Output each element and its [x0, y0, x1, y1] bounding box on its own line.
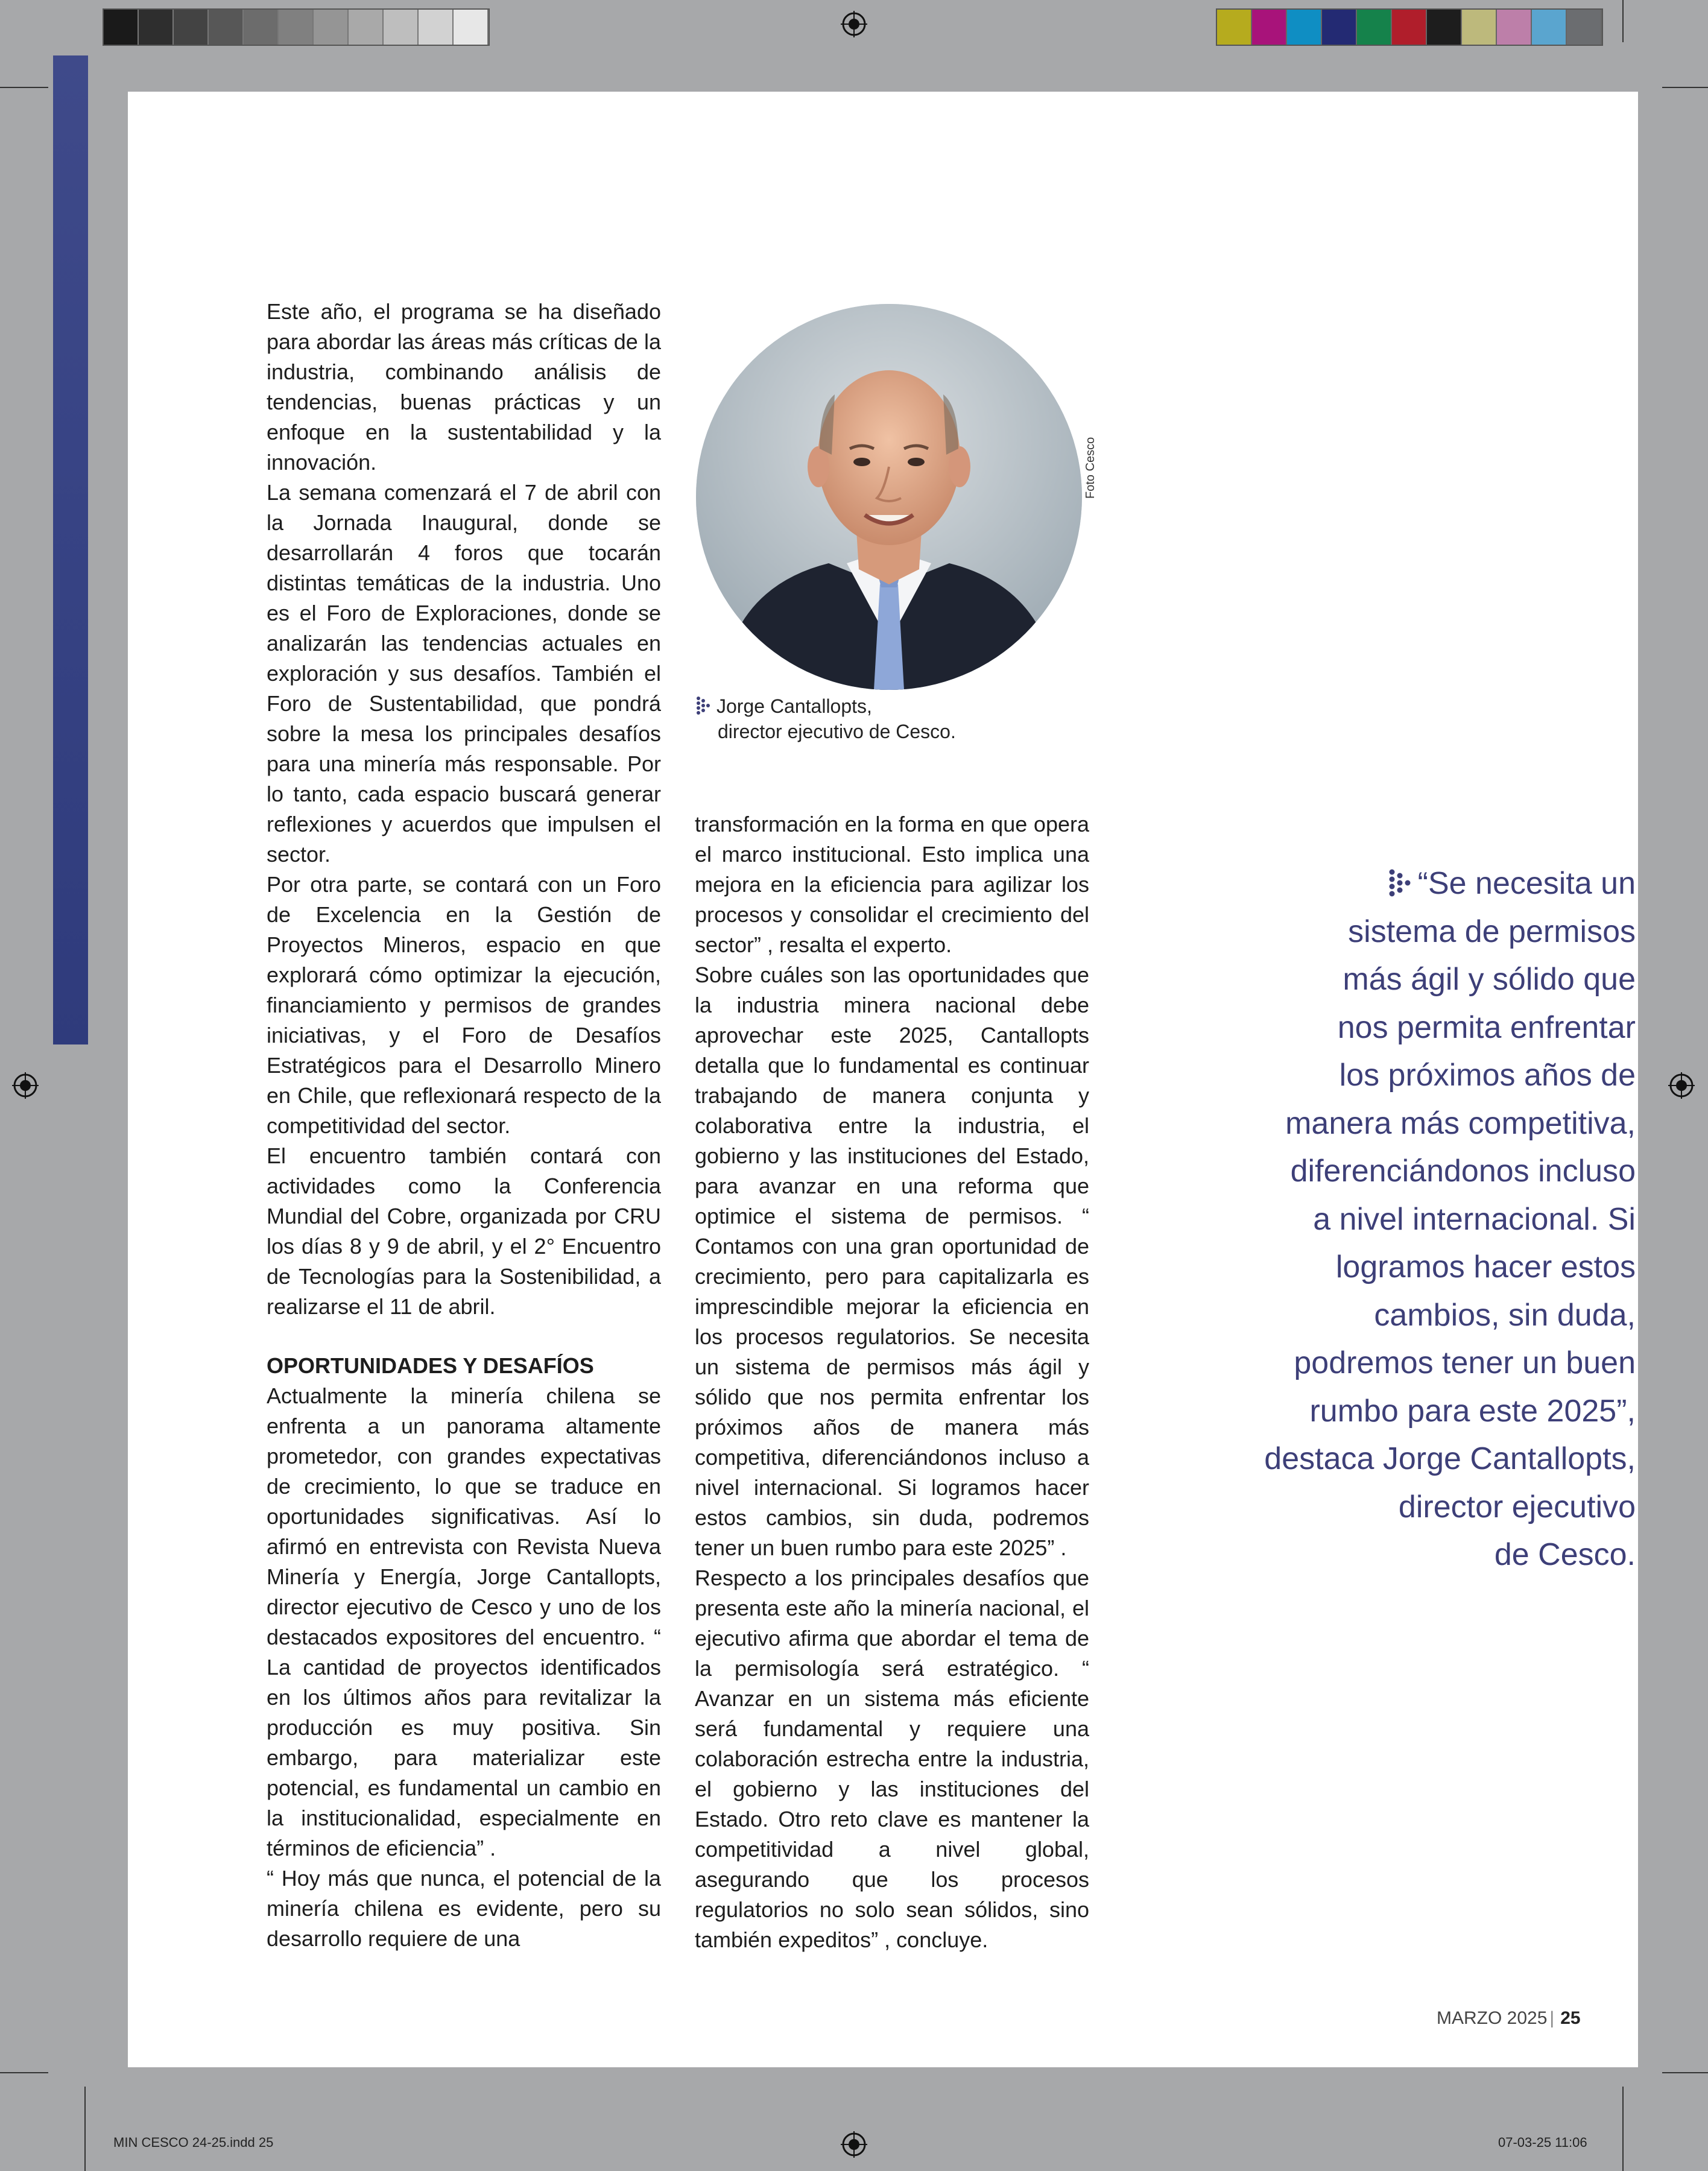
- page-number: 25: [1560, 2008, 1581, 2028]
- color-swatch: [1392, 10, 1427, 45]
- grayscale-swatch: [279, 10, 314, 45]
- bleed-strip: [53, 55, 88, 1044]
- paragraph: Este año, el programa se ha diseñado para abordar las áreas más críticas de la industria, combinando análisis de tendencias, buenas prácticas y un enfoque en la sustentabilidad y la innovación.: [267, 299, 661, 475]
- registration-mark-icon: [1668, 1072, 1695, 1099]
- paragraph: transformación en la forma en que opera el marco institucional. Esto implica una mejora en la eficiencia para agilizar los procesos y consolidar el crecimiento del sector” , resalta el experto.: [695, 812, 1089, 957]
- pull-quote-line: podremos tener un buen: [1294, 1345, 1636, 1380]
- folio-separator: |: [1549, 2008, 1555, 2028]
- registration-mark-icon: [12, 1072, 39, 1099]
- grayscale-swatch: [454, 10, 489, 45]
- grayscale-swatch: [419, 10, 454, 45]
- registration-mark-left: [12, 1072, 39, 1099]
- pull-quote-line: “Se necesita un: [1093, 860, 1636, 908]
- color-swatch: [1532, 10, 1567, 45]
- color-swatch: [1287, 10, 1322, 45]
- color-swatch: [1497, 10, 1532, 45]
- grayscale-swatch: [104, 10, 139, 45]
- pull-quote: [1093, 860, 1636, 1579]
- paragraph: “ Hoy más que nunca, el potencial de la minería chilena es evidente, pero su desarrollo requiere de una: [267, 1866, 661, 1951]
- color-swatch: [1427, 10, 1462, 45]
- grayscale-calibration-bar: [103, 8, 490, 46]
- dots-bullet-icon: [1389, 864, 1413, 893]
- magazine-page: [128, 92, 1638, 2067]
- crop-mark: [1622, 2087, 1624, 2171]
- color-swatch: [1322, 10, 1357, 45]
- crop-mark: [0, 2072, 48, 2073]
- paragraph: La semana comenzará el 7 de abril con la Jornada Inaugural, donde se desarrollarán 4 foros que tocarán distintas temáticas de la industria. Uno es el Foro de Exploraciones, donde se analizarán las tendencias actuales en exploración y sus desafíos. También el Foro de Sustentabilidad, que pondrá sobre la mesa los principales desafíos para una minería más responsable. Por lo tanto, cada espacio buscará generar reflexiones y acuerdos que impulsen el sector.: [267, 480, 661, 867]
- grayscale-swatch: [384, 10, 419, 45]
- dots-bullet-icon: [696, 696, 712, 715]
- registration-mark-bottom: [841, 2131, 867, 2158]
- article-column-1: [267, 297, 661, 1954]
- pull-quote-line: diferenciándonos incluso: [1290, 1154, 1636, 1189]
- crop-mark: [1622, 0, 1624, 42]
- color-swatch: [1252, 10, 1287, 45]
- caption-line-1: Jorge Cantallopts,: [716, 695, 872, 717]
- issue-date: MARZO 2025: [1437, 2008, 1548, 2028]
- grayscale-swatch: [349, 10, 384, 45]
- color-swatch: [1462, 10, 1497, 45]
- pull-quote-line: sistema de permisos: [1348, 914, 1636, 949]
- pull-quote-line: de Cesco.: [1494, 1537, 1636, 1572]
- caption-line-2: director ejecutivo de Cesco.: [718, 721, 956, 742]
- pull-quote-line: director ejecutivo: [1398, 1489, 1636, 1525]
- article-column-2: [695, 809, 1089, 1955]
- paragraph: El encuentro también contará con actividades como la Conferencia Mundial del Cobre, organizada por CRU los días 8 y 9 de abril, y el 2° Encuentro de Tecnologías para la Sostenibilidad, a realizarse el 11 de abril.: [267, 1143, 661, 1319]
- registration-mark-icon: [841, 11, 867, 37]
- pull-quote-line: más ágil y sólido que: [1343, 962, 1636, 997]
- person-portrait-image: [696, 304, 1082, 690]
- paragraph: Respecto a los principales desafíos que presenta este año la minería nacional, el ejecutivo afirma que abordar el tema de la permisología será estratégico. “ Avanzar en un sistema más eficiente será fundamental y requiere una colaboración estrecha entre la industria, el gobierno y las instituciones del Estado. Otro reto clave es mantener la competitividad a nivel global, asegurando que los procesos regulatorios no solo sean sólidos, sino también expeditos” , concluye.: [695, 1566, 1089, 1952]
- pull-quote-line: rumbo para este 2025”,: [1309, 1393, 1636, 1429]
- grayscale-swatch: [209, 10, 244, 45]
- crop-mark: [84, 2087, 86, 2171]
- crop-mark: [0, 87, 48, 88]
- crop-mark: [1662, 2072, 1708, 2073]
- page-folio: [1437, 2008, 1581, 2029]
- paragraph: Por otra parte, se contará con un Foro de Excelencia en la Gestión de Proyectos Mineros, espacio en que explorará cómo optimizar la ejecución, financiamiento y permisos de grandes iniciativas, y el Foro de Desafíos Estratégicos para el Desarrollo Minero en Chile, que reflexionará respecto de la competitividad del sector.: [267, 872, 661, 1138]
- paragraph: Actualmente la minería chilena se enfrenta a un panorama altamente prometedor, con grandes expectativas de crecimiento, lo que se traduce en oportunidades significativas. Así lo afirmó en entrevista con Revista Nueva Minería y Energía, Jorge Cantallopts, director ejecutivo de Cesco y uno de los destacados expositores del encuentro. “ La cantidad de proyectos identificados en los últimos años para revitalizar la producción es muy positiva. Sin embargo, para materializar este potencial, es fundamental un cambio en la institucionalidad, especialmente en términos de eficiencia” .: [267, 1383, 661, 1860]
- registration-mark-top: [841, 11, 867, 37]
- pull-quote-line: destaca Jorge Cantallopts,: [1264, 1441, 1636, 1476]
- grayscale-swatch: [244, 10, 279, 45]
- pull-quote-line: manera más competitiva,: [1285, 1105, 1636, 1141]
- registration-mark-right: [1668, 1072, 1695, 1099]
- pull-quote-line: nos permita enfrentar: [1337, 1010, 1636, 1045]
- slug-timestamp: 07-03-25 11:06: [1498, 2135, 1587, 2150]
- pull-quote-line: a nivel internacional. Si: [1313, 1201, 1636, 1237]
- crop-mark: [1662, 87, 1708, 88]
- color-swatch: [1567, 10, 1602, 45]
- grayscale-swatch: [174, 10, 209, 45]
- color-swatch: [1357, 10, 1392, 45]
- color-swatch: [1217, 10, 1252, 45]
- registration-mark-icon: [841, 2131, 867, 2158]
- grayscale-swatch: [139, 10, 174, 45]
- photo-credit: Foto Cesco: [1084, 437, 1097, 499]
- section-heading: OPORTUNIDADES Y DESAFÍOS: [267, 1353, 594, 1378]
- pull-quote-line: cambios, sin duda,: [1374, 1297, 1636, 1333]
- grayscale-swatch: [314, 10, 349, 45]
- portrait-photo: [696, 304, 1082, 690]
- pull-quote-line: logramos hacer estos: [1335, 1250, 1636, 1285]
- paragraph: Sobre cuáles son las oportunidades que la industria minera nacional debe aprovechar este 2025, Cantallopts detalla que lo fundamental es continuar trabajando de manera conjunta y colaborativa entre la industria, el gobierno y las instituciones del Estado, para avanzar en una reforma que optimice el sistema de permisos. “ Contamos con una gran oportunidad de crecimiento, pero para capitalizarla es imprescindible mejorar la eficiencia en los procesos regulatorios. Se necesita un sistema de permisos más ágil y sólido que nos permita enfrentar los próximos años de manera más competitiva, diferenciándonos incluso a nivel internacional. Si logramos hacer estos cambios, sin duda, podremos tener un buen rumbo para este 2025” .: [695, 962, 1089, 1560]
- color-calibration-bar: [1216, 8, 1603, 46]
- pull-quote-line: los próximos años de: [1339, 1058, 1636, 1093]
- photo-caption: [696, 694, 956, 744]
- slug-filename: MIN CESCO 24-25.indd 25: [113, 2135, 274, 2150]
